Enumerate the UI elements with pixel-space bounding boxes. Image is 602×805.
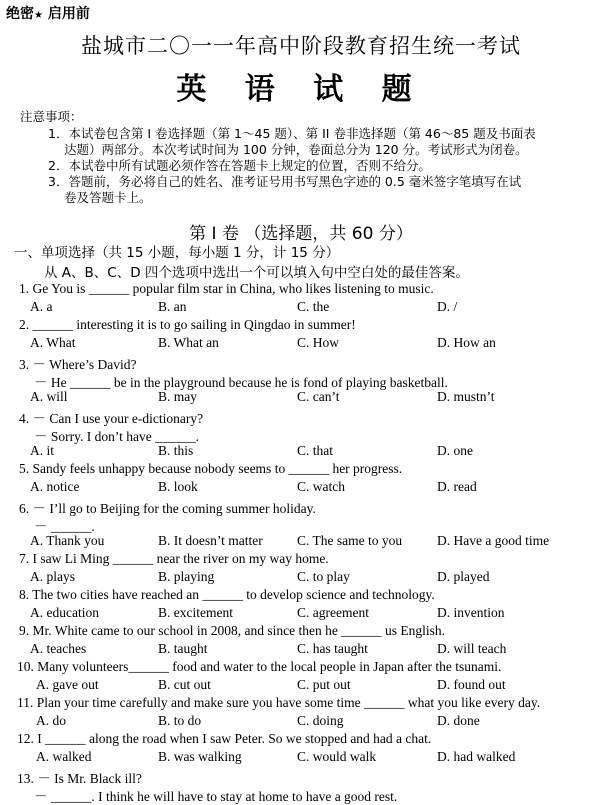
question-stem: 12. I ______ along the road when I saw Peter. So we stopped and had a chat. xyxy=(17,731,432,746)
question-stem: 8. The two cities have reached an ______ to develop science and technology. xyxy=(19,587,435,602)
question-stem: 3. － Where’s David? xyxy=(19,357,137,372)
question-stem: 7. I saw Li Ming ______ near the river on my way home. xyxy=(19,551,329,566)
answer-option: D. read xyxy=(437,479,477,494)
answer-option: D. How an xyxy=(437,335,496,350)
answer-option: A. Thank you xyxy=(30,533,105,548)
answer-option: A. teaches xyxy=(30,641,87,656)
answer-option: C. How xyxy=(297,335,340,350)
answer-option: B. cut out xyxy=(158,677,211,692)
answer-option: A. will xyxy=(30,389,68,404)
question-stem: 5. Sandy feels unhappy because nobody seems to ______ her progress. xyxy=(19,461,403,476)
answer-option: C. the xyxy=(297,299,330,314)
question-dialogue-line: － He ______ be in the playground because he is fond of playing basketball. xyxy=(34,375,448,390)
secret-star: ★ xyxy=(34,10,43,21)
answer-option: D. mustn’t xyxy=(437,389,495,404)
answer-option: B. playing xyxy=(158,569,215,584)
answer-option: B. this xyxy=(158,443,194,458)
answer-option: B. was walking xyxy=(158,749,242,764)
answer-option: D. will teach xyxy=(437,641,507,656)
answer-option: B. an xyxy=(158,299,187,314)
answer-option: C. put out xyxy=(297,677,351,692)
question-stem: 1. Ge You is ______ popular film star in China, who likes listening to music. xyxy=(19,281,434,296)
answer-option: C. watch xyxy=(297,479,345,494)
question-dialogue-line: － Sorry. I don’t have ______. xyxy=(34,429,199,444)
notice-line: 达题）两部分。本次考试时间为 100 分钟，卷面总分为 120 分。考试形式为闭卷。 xyxy=(64,142,528,157)
answer-option: A. education xyxy=(30,605,99,620)
answer-option: C. agreement xyxy=(297,605,369,620)
answer-option: D. played xyxy=(437,569,490,584)
answer-option: D. done xyxy=(437,713,480,728)
secret-text: 绝密 xyxy=(6,6,34,22)
notice-line: 2．本试卷中所有试题必须作答在答题卡上规定的位置，否则不给分。 xyxy=(48,158,431,173)
section-instruction: 从 A、B、C、D 四个选项中选出一个可以填入句中空白处的最佳答案。 xyxy=(44,265,469,281)
answer-option: D. found out xyxy=(437,677,506,692)
answer-option: C. that xyxy=(297,443,333,458)
answer-option: A. notice xyxy=(30,479,80,494)
answer-option: A. walked xyxy=(36,749,92,764)
question-dialogue-line: － ______. I think he will have to stay at home to have a good rest. xyxy=(34,789,398,804)
answer-option: A. plays xyxy=(30,569,75,584)
answer-option: C. The same to you xyxy=(297,533,403,548)
question-stem: 6. － I’ll go to Beijing for the coming summer holiday. xyxy=(19,501,316,516)
answer-option: C. can’t xyxy=(297,389,340,404)
question-stem: 4. － Can I use your e-dictionary? xyxy=(19,411,204,426)
subject-title: 英 语 试 题 xyxy=(176,72,426,107)
answer-option: B. look xyxy=(158,479,198,494)
question-stem: 9. Mr. White came to our school in 2008, and since then he ______ us English. xyxy=(19,623,446,638)
answer-option: B. taught xyxy=(158,641,208,656)
question-stem: 13. － Is Mr. Black ill? xyxy=(17,771,142,786)
answer-option: B. to do xyxy=(158,713,202,728)
question-stem: 10. Many volunteers______ food and water to the local people in Japan after the tsunami. xyxy=(17,659,502,674)
answer-option: B. excitement xyxy=(158,605,233,620)
section-heading: 一、单项选择（共 15 小题，每小题 1 分，计 15 分） xyxy=(14,245,340,261)
answer-option: C. has taught xyxy=(297,641,368,656)
answer-option: D. one xyxy=(437,443,473,458)
answer-option: D. had walked xyxy=(437,749,516,764)
question-stem: 2. ______ interesting it is to go sailing in Qingdao in summer! xyxy=(19,317,356,332)
question-stem: 11. Plan your time carefully and make sure you have some time ______ what you like every day. xyxy=(17,695,541,710)
notice-line: 3．答题前，务必将自己的姓名、准考证号用书写黑色字迹的 0.5 毫米签字笔填写在试 xyxy=(48,174,522,189)
answer-option: C. to play xyxy=(297,569,350,584)
answer-option: D. Have a good time xyxy=(437,533,550,548)
answer-option: A. What xyxy=(30,335,76,350)
part-heading: 第 I 卷 （选择题，共 60 分） xyxy=(189,224,413,244)
answer-option: C. would walk xyxy=(297,749,377,764)
question-dialogue-line: － ______. xyxy=(34,519,95,534)
answer-option: B. may xyxy=(158,389,197,404)
secret-status: 启用前 xyxy=(47,6,90,22)
answer-option: A. a xyxy=(30,299,53,314)
answer-option: B. What an xyxy=(158,335,219,350)
exam-title: 盐城市二〇一一年高中阶段教育招生统一考试 xyxy=(81,34,521,58)
notice-line: 卷及答题卡上。 xyxy=(64,190,152,205)
notice-line: 1．本试卷包含第 I 卷选择题（第 1～45 题）、第 II 卷非选择题（第 46～85 题及书面表 xyxy=(48,126,536,141)
answer-option: A. it xyxy=(30,443,55,458)
answer-option: A. do xyxy=(36,713,66,728)
answer-option: C. doing xyxy=(297,713,344,728)
answer-option: B. It doesn’t matter xyxy=(158,533,263,548)
secret-label xyxy=(6,3,90,23)
notice-heading: 注意事项： xyxy=(20,109,83,124)
answer-option: D. / xyxy=(437,299,458,314)
answer-option: A. gave out xyxy=(36,677,99,692)
answer-option: D. invention xyxy=(437,605,505,620)
